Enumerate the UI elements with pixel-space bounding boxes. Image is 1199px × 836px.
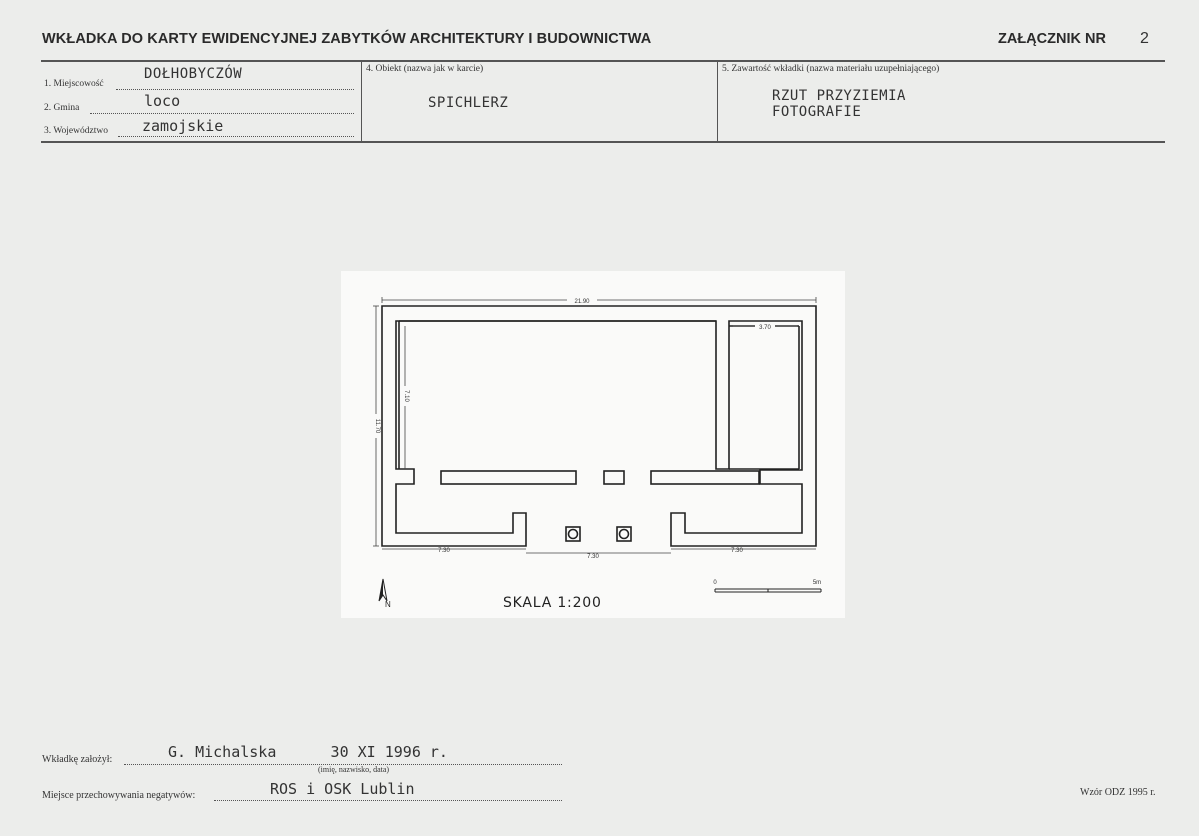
founded-note: (imię, nazwisko, data): [318, 765, 390, 774]
dim-height: 11.70: [374, 418, 380, 434]
table-bottom-border: [41, 141, 1165, 143]
content-line2: FOTOGRAFIE: [772, 104, 862, 120]
dim-bottom-right: 7.30: [731, 548, 743, 554]
commune-value: loco: [144, 92, 181, 110]
scale-bar: [713, 580, 821, 592]
floor-plan-photo: [341, 271, 845, 618]
annex-number: 2: [1140, 30, 1149, 47]
locality-dotline: [116, 89, 354, 90]
scalebar-end: 5m: [812, 580, 822, 586]
dim-room: 3.70: [759, 325, 771, 331]
scalebar-start: 0: [713, 580, 717, 586]
dim-bottom-left: 7.30: [438, 548, 450, 554]
locality-label: 1. Miejscowość: [44, 79, 104, 89]
content-label: 5. Zawartość wkładki (nazwa materiału uzupełniającego): [722, 64, 940, 74]
commune-label: 2. Gmina: [44, 103, 80, 113]
scale-text: SKALA 1:200: [503, 595, 602, 611]
storage-value: ROS i OSK Lublin: [270, 780, 415, 798]
commune-dotline: [90, 113, 354, 114]
founded-label: Wkładkę założył:: [42, 754, 113, 765]
pillar-right-inner: [620, 530, 629, 539]
content-line1: RZUT PRZYZIEMIA: [772, 88, 906, 104]
locality-value: DOŁHOBYCZÓW: [144, 66, 243, 82]
dim-total-width: 21.90: [574, 299, 590, 305]
storage-label: Miejsce przechowywania negatywów:: [42, 790, 196, 801]
pillar-left-inner: [569, 530, 578, 539]
dim-bottom-center: 7.30: [587, 554, 599, 560]
column-divider-2: [717, 61, 718, 141]
column-divider-1: [361, 61, 362, 141]
voivodeship-dotline: [118, 136, 354, 137]
voivodeship-label: 3. Województwo: [44, 126, 108, 136]
annex-label: ZAŁĄCZNIK NR: [998, 31, 1106, 47]
storage-dotline: [214, 800, 562, 801]
partition-middle: [604, 471, 624, 484]
voivodeship-value: zamojskie: [142, 117, 224, 135]
partition-right: [651, 471, 759, 484]
table-top-border: [41, 60, 1165, 62]
template-note: Wzór ODZ 1995 r.: [1080, 787, 1156, 798]
dim-inner: 7.10: [403, 390, 409, 402]
north-letter: N: [385, 600, 391, 609]
north-arrow-icon: [379, 579, 391, 609]
form-title: WKŁADKA DO KARTY EWIDENCYJNEJ ZABYTKÓW ARCHITEKTURY I BUDOWNICTWA: [42, 31, 652, 47]
floor-plan-drawing: [341, 271, 845, 618]
object-value: SPICHLERZ: [428, 95, 509, 111]
founded-value: G. Michalska 30 XI 1996 r.: [168, 743, 448, 761]
outer-wall: [382, 306, 816, 546]
partition-left: [441, 471, 576, 484]
object-label: 4. Obiekt (nazwa jak w karcie): [366, 64, 484, 74]
